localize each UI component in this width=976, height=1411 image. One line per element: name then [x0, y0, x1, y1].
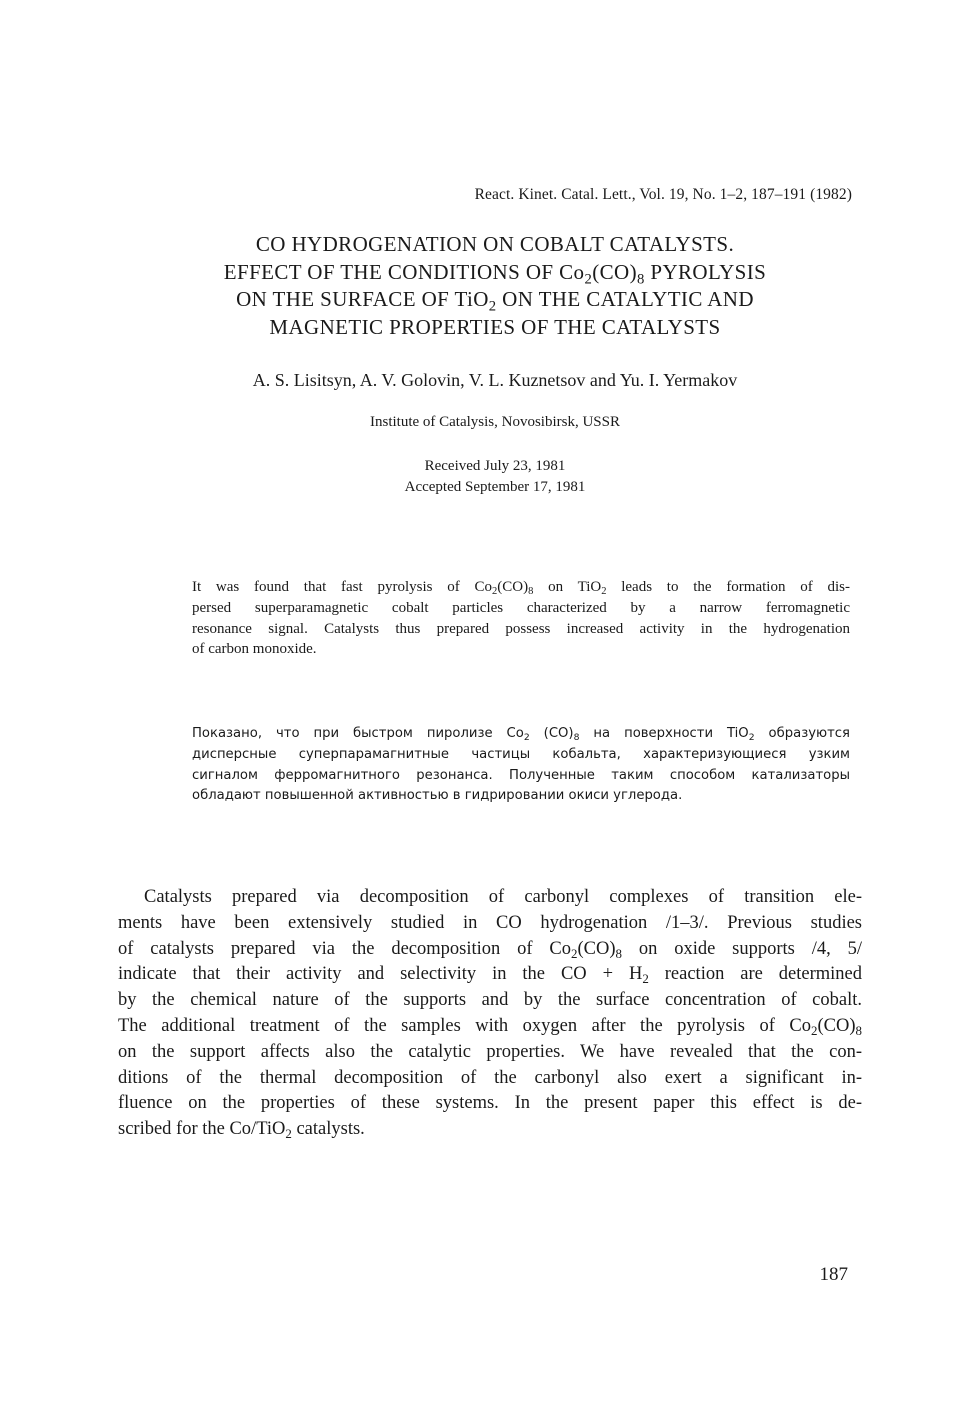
abstract-text: образуются: [754, 726, 850, 741]
page-number: 187: [819, 1264, 848, 1285]
subscript: 2: [601, 586, 607, 598]
abstract-text: leads to the formation of dis-: [606, 579, 850, 595]
title-line-3: [110, 286, 880, 314]
abstract-text: (CO): [497, 579, 529, 595]
body-text: of catalysts prepared via the decomposition of Co: [118, 938, 571, 959]
subscript: 8: [636, 270, 645, 287]
title-text: ON THE CATALYTIC AND: [496, 287, 754, 311]
title-line-1: CO HYDROGENATION ON COBALT CATALYSTS.: [255, 232, 735, 256]
body-text: scribed for the Co/TiO: [118, 1119, 286, 1140]
abstract-text: на поверхности TiO: [579, 726, 749, 741]
affiliation: Institute of Catalysis, Novosibirsk, USSR: [369, 414, 620, 430]
body-text: The additional treatment of the samples with oxygen after the pyrolysis of Co: [118, 1015, 812, 1036]
body-paragraph: [118, 885, 862, 1143]
title-line-4: MAGNETIC PROPERTIES OF THE CATALYSTS: [269, 314, 721, 339]
subscript: 8: [573, 731, 580, 743]
subscript: 2: [642, 971, 649, 987]
body-line: ditions of the thermal decomposition of the carbonyl also exert a significant in-: [118, 1067, 862, 1088]
journal-citation: React. Kinet. Catal. Lett., Vol. 19, No. 1–2, 187–191 (1982): [474, 186, 852, 203]
body-text: indicate that their activity and selectivity in the CO + H: [118, 964, 643, 985]
body-line: [118, 1014, 862, 1040]
abstract-line: сигналом ферромагнитного резонанса. Полученные таким способом катализаторы: [192, 767, 850, 783]
accepted-date: Accepted September 17, 1981: [404, 479, 586, 495]
subscript: 8: [528, 586, 534, 598]
body-line: Catalysts prepared via decomposition of carbonyl complexes of transition ele-: [144, 887, 862, 907]
abstract-line: resonance signal. Catalysts thus prepared possess increased activity in the hydrogenation: [192, 620, 850, 637]
abstract-line: обладают повышенной активностью в гидрировании окиси углерода.: [192, 788, 683, 804]
body-text: catalysts.: [291, 1119, 365, 1140]
abstract-line: of carbon monoxide.: [192, 641, 317, 658]
abstract-text: (CO): [529, 726, 574, 741]
body-line: on the support affects also the catalytic properties. We have revealed that the con-: [118, 1041, 862, 1062]
abstract-line: persed superparamagnetic cobalt particles characterized by a narrow ferromagnetic: [192, 599, 850, 616]
received-date: Received July 23, 1981: [424, 458, 566, 474]
title-text: (CO): [592, 259, 637, 284]
subscript: 2: [491, 586, 498, 598]
abstract-line: [192, 577, 850, 598]
title-text: EFFECT OF THE CONDITIONS OF Co: [223, 259, 585, 284]
abstract-text: Показано, что при быстром пиролизе Co: [192, 726, 524, 741]
subscript: 2: [811, 1022, 818, 1038]
subscript: 8: [855, 1022, 862, 1038]
body-text: (CO): [817, 1015, 856, 1036]
abstract-text: It was found that fast pyrolysis of Co: [192, 579, 492, 595]
title-line-2: [110, 259, 880, 287]
body-text: (CO): [577, 938, 616, 959]
title-text: PYROLYSIS: [644, 259, 767, 284]
article-title: [110, 231, 880, 341]
subscript: 2: [285, 1126, 292, 1142]
abstract-russian: [192, 724, 850, 807]
subscript: 2: [523, 731, 530, 743]
body-line: [118, 937, 862, 963]
subscript: 2: [571, 945, 578, 961]
abstract-line: [192, 724, 850, 745]
body-text: on oxide supports /4, 5/: [621, 938, 862, 959]
title-text: ON THE SURFACE OF TiO: [236, 287, 489, 311]
subscript: 2: [584, 270, 593, 287]
body-line: [118, 962, 862, 988]
abstract-english: [192, 577, 850, 660]
manuscript-dates: [110, 456, 880, 498]
body-line: [118, 1117, 862, 1143]
body-line: fluence on the properties of these systems. In the present paper this effect is de-: [118, 1093, 862, 1114]
abstract-line: дисперсные суперпарамагнитные частицы кобальта, характеризующиеся узким: [192, 746, 850, 762]
body-line: ments have been extensively studied in CO hydrogenation /1–3/. Previous studies: [118, 912, 862, 933]
subscript: 2: [748, 731, 755, 743]
subscript: 2: [488, 298, 497, 315]
body-text: reaction are determined: [648, 964, 863, 985]
subscript: 8: [615, 945, 622, 961]
abstract-text: on TiO: [533, 579, 602, 595]
author-list: A. S. Lisitsyn, A. V. Golovin, V. L. Kuznetsov and Yu. I. Yermakov: [252, 370, 738, 390]
body-line: by the chemical nature of the supports and by the surface concentration of cobalt.: [118, 990, 862, 1011]
